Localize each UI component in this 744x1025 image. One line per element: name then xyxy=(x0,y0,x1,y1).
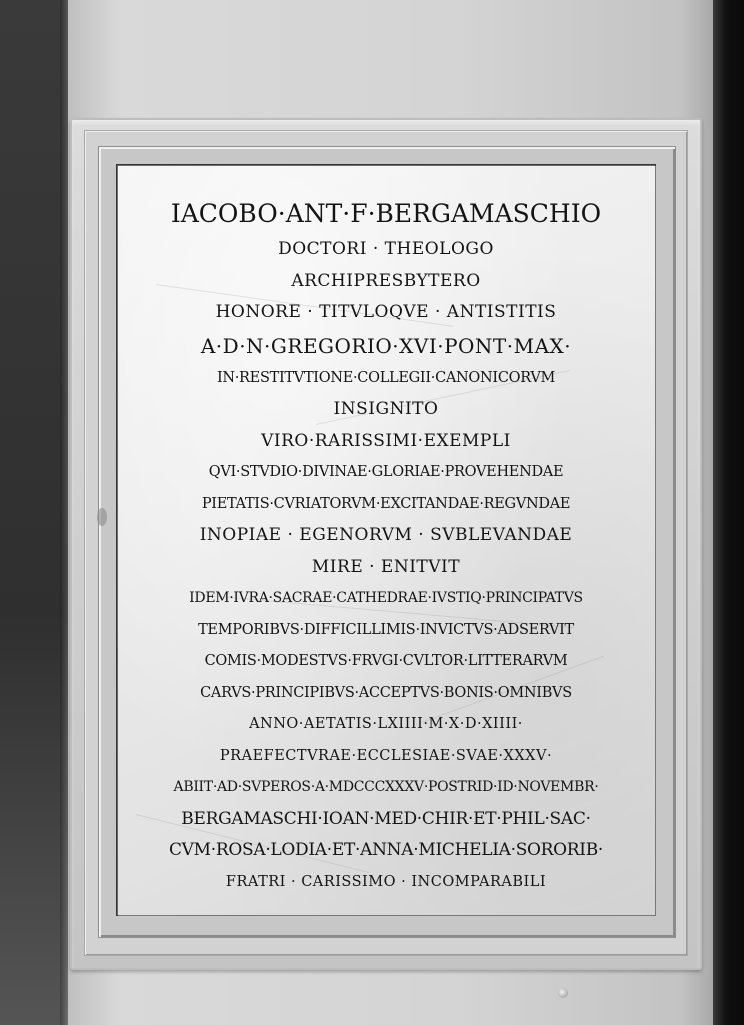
inscription-line: IDEM·IVRA·SACRAE·CATHEDRAE·IVSTIQ·PRINCIPATVS xyxy=(189,590,583,606)
inscription-line: CVM·ROSA·LODIA·ET·ANNA·MICHELIA·SORORIB· xyxy=(168,840,604,860)
inscription-line: ARCHIPRESBYTERO xyxy=(291,270,481,291)
inscription-line: TEMPORIBVS·DIFFICILLIMIS·INVICTVS·ADSERVIT xyxy=(198,621,574,638)
inscription-line: FRATRI · CARISSIMO · INCOMPARABILI xyxy=(225,873,547,890)
inscription-line: HONORE · TITVLOQVE · ANTISTITIS xyxy=(215,302,557,322)
inscription-line: VIRO·RARISSIMI·EXEMPLI xyxy=(261,430,511,451)
inscription-line: MIRE · ENITVIT xyxy=(311,556,461,577)
screw-head xyxy=(558,988,568,998)
inscription-line: BERGAMASCHI·IOAN·MED·CHIR·ET·PHIL·SAC· xyxy=(181,808,591,829)
inscription-line: ABIIT·AD·SVPEROS·A·MDCCCXXXV·POSTRID·ID·NOVEMBR· xyxy=(173,779,599,795)
inscription-line: INOPIAE · EGENORVM · SVBLEVANDAE xyxy=(199,525,573,545)
right-shadow xyxy=(713,0,744,1025)
inscription-line: ANNO·AETATIS·LXIIII·M·X·D·XIIII· xyxy=(249,716,523,732)
inscription-line: IN·RESTITVTIONE·COLLEGII·CANONICORVM xyxy=(216,369,556,386)
inscription-line: DOCTORI · THEOLOGO xyxy=(278,239,494,259)
inscription-line: INSIGNITO xyxy=(333,399,439,419)
inscription-line: PRAEFECTVRAE·ECCLESIAE·SVAE·XXXV· xyxy=(219,747,553,764)
inscription-line: COMIS·MODESTVS·FRVGI·CVLTOR·LITTERARVM xyxy=(204,653,568,669)
inscription xyxy=(116,194,656,898)
inscription-line: CARVS·PRINCIPIBVS·ACCEPTVS·BONIS·OMNIBVS xyxy=(200,684,572,701)
left-wall xyxy=(0,0,68,1025)
inscription-line: PIETATIS·CVRIATORVM·EXCITANDAE·REGVNDAE xyxy=(201,495,571,512)
inscription-line: QVI·STVDIO·DIVINAE·GLORIAE·PROVEHENDAE xyxy=(208,464,564,480)
marble-plaque xyxy=(116,164,656,916)
inscription-line: IACOBO·ANT·F·BERGAMASCHIO xyxy=(170,199,602,228)
inscription-line: A·D·N·GREGORIO·XVI·PONT·MAX· xyxy=(200,333,572,358)
wall-blemish xyxy=(97,508,107,526)
